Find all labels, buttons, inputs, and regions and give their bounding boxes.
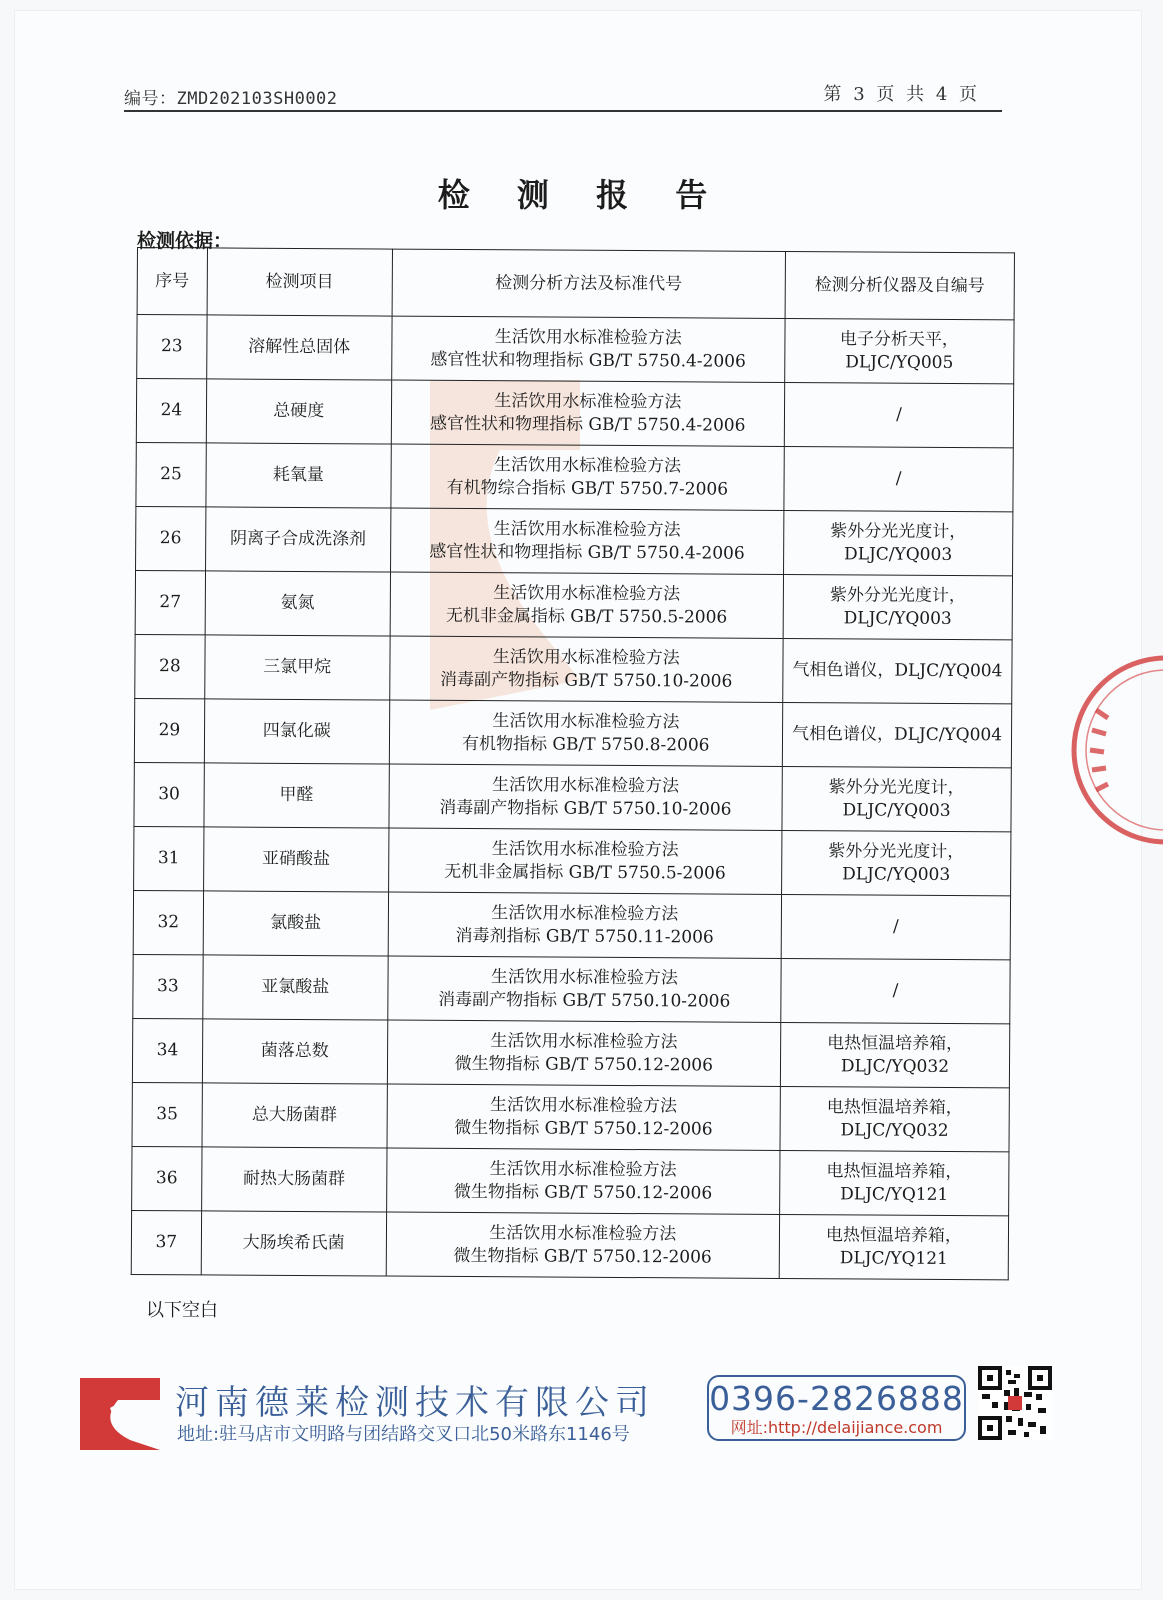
method-title: 生活饮用水标准检验方法: [489, 1158, 677, 1180]
method-standard: 感官性状和物理指标 GB/T 5750.4-2006: [429, 413, 746, 436]
table-row: [136, 379, 1013, 448]
test-item: 总硬度: [206, 379, 391, 444]
method-cell: [389, 636, 783, 702]
method-title: 生活饮用水标准检验方法: [493, 454, 682, 476]
table-row: [132, 1018, 1009, 1087]
table-row: [132, 1082, 1009, 1151]
method-cell: [387, 956, 781, 1022]
test-item: 四氯化碳: [204, 699, 389, 764]
table-header-row: [137, 248, 1014, 320]
method-standard: 消毒副产物指标 GB/T 5750.10-2006: [439, 669, 733, 692]
row-number: 28: [135, 634, 205, 698]
instrument-id: DLJC/YQ003: [842, 799, 951, 821]
method-standard: 无机非金属指标 GB/T 5750.5-2006: [445, 605, 728, 628]
table-row: [134, 762, 1011, 831]
contact-box: [707, 1375, 966, 1441]
test-item: 氨氮: [205, 571, 390, 636]
method-cell: [386, 1148, 780, 1214]
table-row: [131, 1210, 1008, 1279]
method-title: 生活饮用水标准检验方法: [489, 1222, 677, 1244]
instrument-id: DLJC/YQ003: [843, 607, 952, 629]
instrument-cell: [779, 1214, 1008, 1279]
method-standard: 消毒剂指标 GB/T 5750.11-2006: [455, 925, 714, 948]
test-item: 菌落总数: [202, 1019, 387, 1084]
method-title: 生活饮用水标准检验方法: [491, 838, 679, 860]
test-item: 亚氯酸盐: [203, 955, 388, 1020]
method-title: 生活饮用水标准检验方法: [490, 1094, 678, 1116]
instrument-cell: [783, 638, 1012, 703]
method-standard: 有机物指标 GB/T 5750.8-2006: [462, 733, 710, 756]
row-number: 24: [136, 379, 206, 443]
company-logo-icon: [80, 1378, 160, 1450]
report-number: 编号：ZMD202103SH0002: [124, 89, 338, 109]
method-standard: 微生物指标 GB/T 5750.12-2006: [453, 1245, 712, 1268]
instrument-cell: [782, 766, 1011, 831]
row-number: 35: [132, 1082, 202, 1146]
test-item: 溶解性总固体: [207, 315, 392, 380]
method-cell: [388, 828, 782, 894]
method-table: [131, 247, 1015, 1280]
instrument-name: /: [892, 916, 899, 937]
method-title: 生活饮用水标准检验方法: [494, 326, 682, 348]
table-row: [133, 954, 1010, 1023]
instrument-id: DLJC/YQ121: [839, 1247, 948, 1269]
method-title: 生活饮用水标准检验方法: [490, 1030, 678, 1052]
test-item: 总大肠菌群: [202, 1083, 387, 1148]
instrument-cell: [782, 702, 1011, 767]
instrument-name: 气相色谱仪，DLJC/YQ004: [792, 660, 1003, 682]
method-title: 生活饮用水标准检验方法: [493, 582, 681, 604]
method-cell: [390, 572, 784, 638]
test-item: 三氯甲烷: [205, 635, 390, 700]
col-header-instrument: 检测分析仪器及自编号: [785, 251, 1014, 319]
company-address: 地址:驻马店市文明路与团结路交叉口北50米路东1146号: [177, 1424, 630, 1445]
instrument-cell: [785, 318, 1014, 383]
instrument-id: DLJC/YQ005: [845, 351, 954, 373]
instrument-cell: [783, 574, 1012, 639]
method-cell: [390, 508, 784, 574]
row-number: 33: [133, 954, 203, 1018]
instrument-cell: [784, 446, 1013, 511]
table-row: [135, 570, 1012, 639]
test-item: 氯酸盐: [203, 891, 388, 956]
test-item: 甲醛: [204, 763, 389, 828]
method-cell: [387, 1020, 781, 1086]
row-number: 37: [131, 1210, 201, 1274]
method-standard: 感官性状和物理指标 GB/T 5750.4-2006: [430, 349, 746, 372]
method-standard: 微生物指标 GB/T 5750.12-2006: [454, 1117, 713, 1140]
page-indicator: 第 3 页 共 4 页: [823, 84, 980, 105]
instrument-cell: [780, 1086, 1009, 1151]
instrument-cell: [784, 382, 1013, 447]
row-number: 34: [132, 1018, 202, 1082]
method-cell: [391, 444, 785, 510]
instrument-id: DLJC/YQ032: [840, 1055, 950, 1077]
instrument-cell: [781, 958, 1010, 1023]
method-standard: 微生物指标 GB/T 5750.12-2006: [453, 1181, 713, 1204]
method-standard: 微生物指标 GB/T 5750.12-2006: [454, 1053, 714, 1076]
method-cell: [389, 700, 783, 766]
report-title: 检 测 报 告: [437, 176, 726, 214]
instrument-cell: [781, 894, 1010, 959]
row-number: 27: [135, 570, 205, 634]
instrument-name: 气相色谱仪，DLJC/YQ004: [791, 724, 1003, 746]
row-number: 25: [136, 442, 206, 506]
instrument-cell: [780, 1022, 1009, 1087]
header-rule: [124, 110, 1002, 112]
instrument-name: 电子分析天平，: [839, 328, 959, 350]
method-cell: [389, 764, 783, 830]
instrument-cell: [780, 1150, 1009, 1215]
instrument-id: DLJC/YQ032: [840, 1119, 949, 1141]
basis-label: 检测依据：: [137, 230, 233, 252]
table-row: [132, 1146, 1009, 1215]
test-item: 大肠埃希氏菌: [201, 1211, 386, 1276]
row-number: 23: [137, 315, 207, 379]
method-standard: 感官性状和物理指标 GB/T 5750.4-2006: [429, 541, 745, 564]
col-header-item: 检测项目: [207, 248, 392, 316]
instrument-name: /: [892, 980, 899, 1001]
method-title: 生活饮用水标准检验方法: [491, 774, 680, 796]
col-header-method: 检测分析方法及标准代号: [392, 249, 786, 318]
method-cell: [386, 1212, 780, 1278]
instrument-name: 紫外分光光度计，: [828, 776, 965, 798]
table-row: [134, 826, 1011, 895]
row-number: 26: [136, 506, 206, 570]
method-standard: 有机物综合指标 GB/T 5750.7-2006: [446, 477, 729, 500]
method-title: 生活饮用水标准检验方法: [493, 518, 681, 540]
table-row: [136, 506, 1013, 575]
method-cell: [388, 892, 782, 958]
method-standard: 消毒副产物指标 GB/T 5750.10-2006: [438, 989, 731, 1012]
qr-code-icon: [978, 1366, 1052, 1440]
instrument-name: /: [895, 468, 902, 489]
row-number: 31: [134, 826, 204, 890]
instrument-cell: [782, 830, 1011, 895]
method-title: 生活饮用水标准检验方法: [490, 966, 678, 988]
row-number: 30: [134, 762, 204, 826]
instrument-name: 电热恒温培养箱，: [826, 1160, 963, 1182]
table-row: [137, 315, 1014, 384]
test-item: 耗氧量: [206, 443, 391, 508]
method-standard: 无机非金属指标 GB/T 5750.5-2006: [444, 861, 726, 884]
instrument-name: /: [896, 404, 902, 425]
method-cell: [391, 316, 785, 382]
test-item: 耐热大肠菌群: [201, 1147, 386, 1212]
table-row: [134, 698, 1011, 767]
website-url: 网址:http://delaijiance.com: [730, 1418, 943, 1437]
instrument-name: 电热恒温培养箱，: [825, 1224, 963, 1246]
row-number: 36: [132, 1146, 202, 1210]
instrument-name: 电热恒温培养箱，: [826, 1096, 963, 1118]
method-title: 生活饮用水标准检验方法: [494, 390, 682, 412]
method-cell: [387, 1084, 781, 1150]
table-row: [133, 890, 1010, 959]
instrument-name: 紫外分光光度计，: [828, 840, 965, 862]
method-cell: [391, 380, 785, 446]
test-item: 亚硝酸盐: [203, 827, 388, 892]
method-title: 生活饮用水标准检验方法: [492, 646, 680, 668]
company-name: 河南德莱检测技术有限公司: [175, 1383, 655, 1423]
instrument-id: DLJC/YQ121: [840, 1183, 949, 1205]
phone-number: 0396-2826888: [709, 1379, 964, 1418]
instrument-name: 紫外分光光度计，: [830, 520, 967, 542]
test-item: 阴离子合成洗涤剂: [205, 507, 390, 572]
instrument-name: 电热恒温培养箱，: [827, 1032, 964, 1054]
col-header-no: 序号: [137, 248, 207, 315]
method-standard: 消毒副产物指标 GB/T 5750.10-2006: [439, 797, 732, 820]
row-number: 29: [134, 698, 204, 762]
blank-below-note: 以下空白: [146, 1300, 218, 1321]
instrument-name: 紫外分光光度计，: [829, 584, 966, 606]
instrument-cell: [783, 510, 1012, 575]
row-number: 32: [133, 890, 203, 954]
table-row: [136, 442, 1013, 511]
instrument-id: DLJC/YQ003: [844, 543, 953, 565]
method-title: 生活饮用水标准检验方法: [492, 710, 680, 732]
method-title: 生活饮用水标准检验方法: [491, 902, 679, 924]
instrument-id: DLJC/YQ003: [842, 863, 951, 885]
table-row: [135, 634, 1012, 703]
